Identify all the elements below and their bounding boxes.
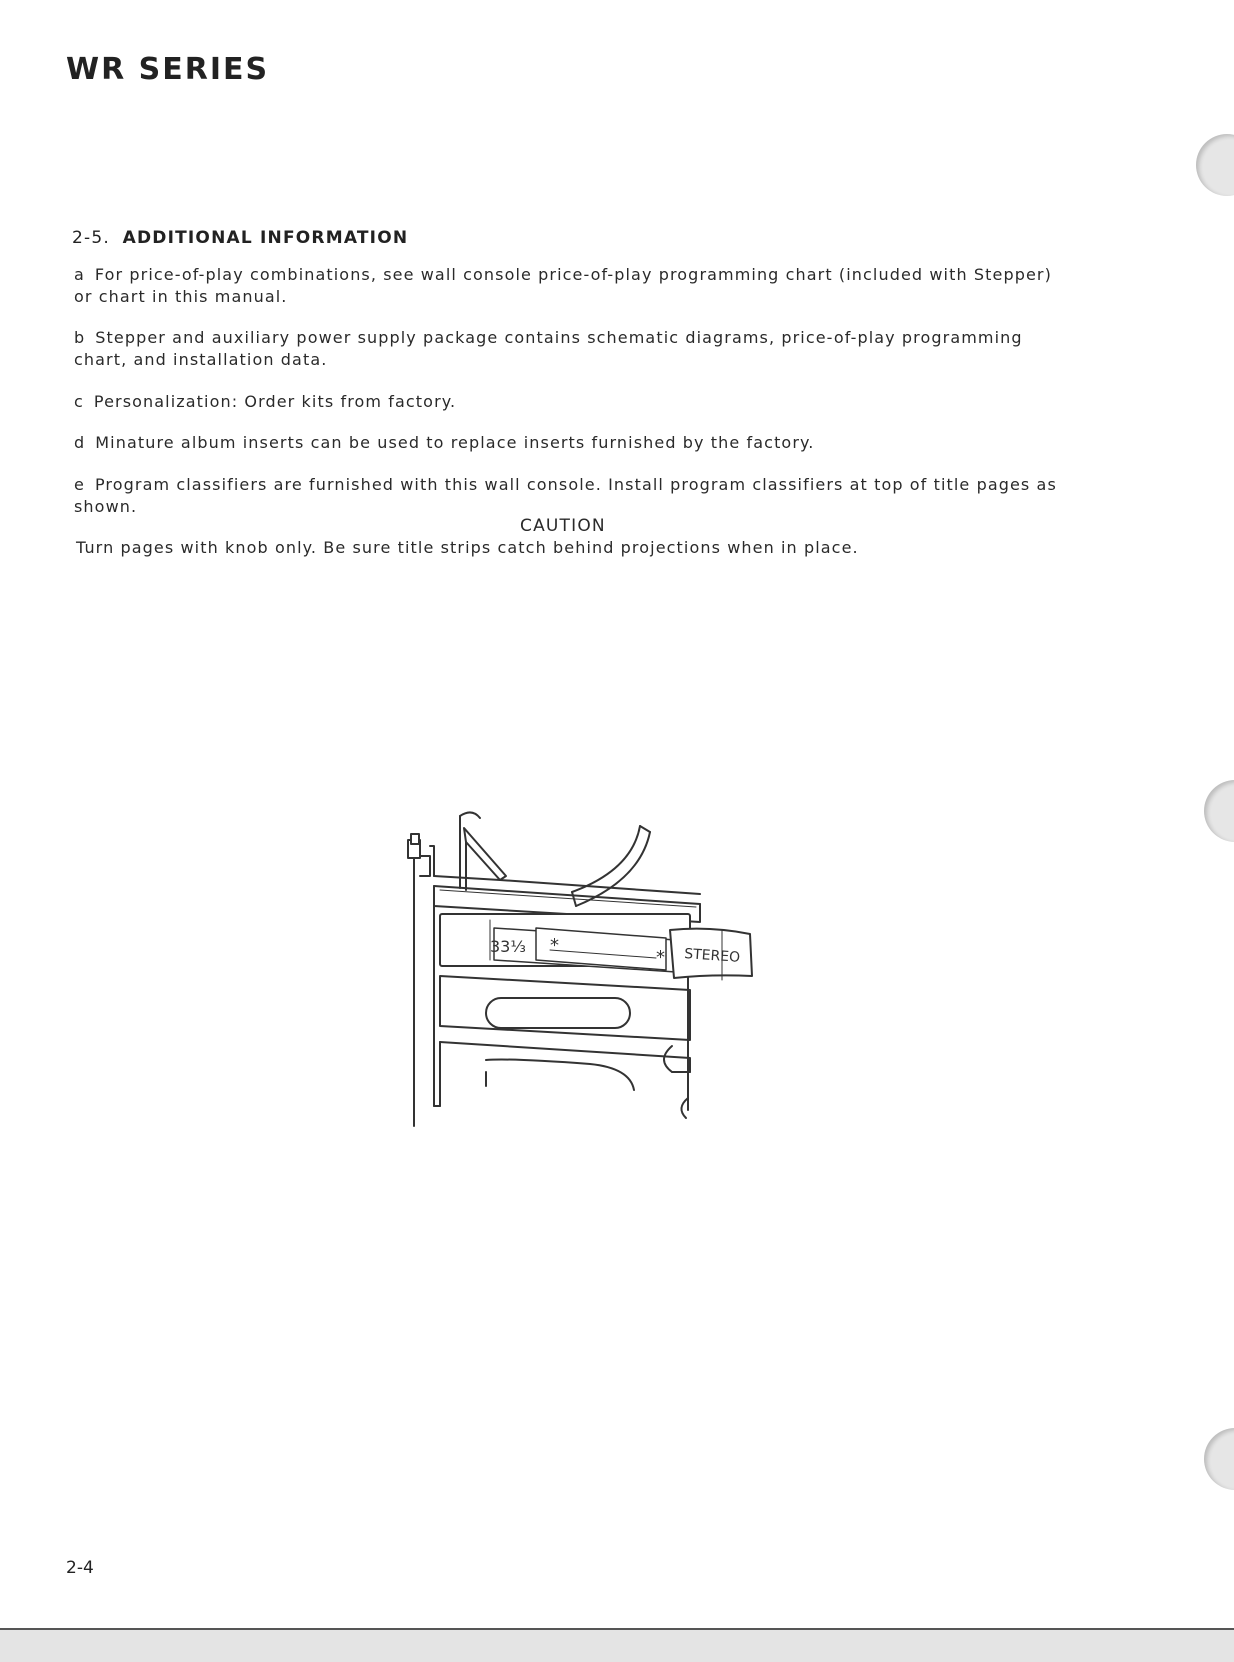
section-title: ADDITIONAL INFORMATION bbox=[122, 228, 409, 248]
speed-label: 33⅓ bbox=[490, 937, 526, 956]
stereo-label: STEREO bbox=[683, 946, 741, 966]
title-page-illustration bbox=[400, 810, 780, 1130]
item-text: For price-of-play combinations, see wall console price-of-play programming chart (included with Stepper) or chart in this manual. bbox=[74, 265, 1052, 306]
star-left: * bbox=[550, 935, 559, 956]
info-item-a bbox=[74, 264, 1074, 308]
item-letter: b bbox=[74, 328, 86, 347]
binder-hole-top bbox=[1196, 134, 1234, 196]
scan-bottom-edge bbox=[0, 1628, 1234, 1662]
item-text: Personalization: Order kits from factory. bbox=[93, 392, 457, 411]
star-right: * bbox=[656, 947, 665, 968]
item-letter: a bbox=[74, 265, 85, 284]
binder-hole-middle bbox=[1204, 780, 1234, 842]
title-page-drawing bbox=[400, 810, 780, 1130]
caution-text: Turn pages with knob only. Be sure title strips catch behind projections when in place. bbox=[76, 538, 859, 557]
section-number: 2-5. bbox=[72, 228, 110, 248]
item-letter: d bbox=[74, 433, 86, 452]
page-number: 2-4 bbox=[66, 1558, 94, 1578]
item-text: Stepper and auxiliary power supply package contains schematic diagrams, price-of-play programming chart, and installation data. bbox=[74, 328, 1023, 369]
info-item-b bbox=[74, 327, 1074, 371]
info-item-e bbox=[74, 474, 1074, 518]
item-text: Minature album inserts can be used to replace inserts furnished by the factory. bbox=[95, 433, 815, 452]
item-text: Program classifiers are furnished with this wall console. Install program classifiers at top of title pages as shown. bbox=[74, 475, 1057, 516]
binder-hole-bottom bbox=[1204, 1428, 1234, 1490]
caution-heading: CAUTION bbox=[520, 516, 606, 536]
item-letter: c bbox=[74, 392, 84, 411]
page-header-title: WR SERIES bbox=[66, 52, 270, 87]
item-letter: e bbox=[74, 475, 85, 494]
section-heading bbox=[72, 228, 408, 248]
info-item-c bbox=[74, 391, 1074, 413]
info-item-d bbox=[74, 432, 1074, 454]
